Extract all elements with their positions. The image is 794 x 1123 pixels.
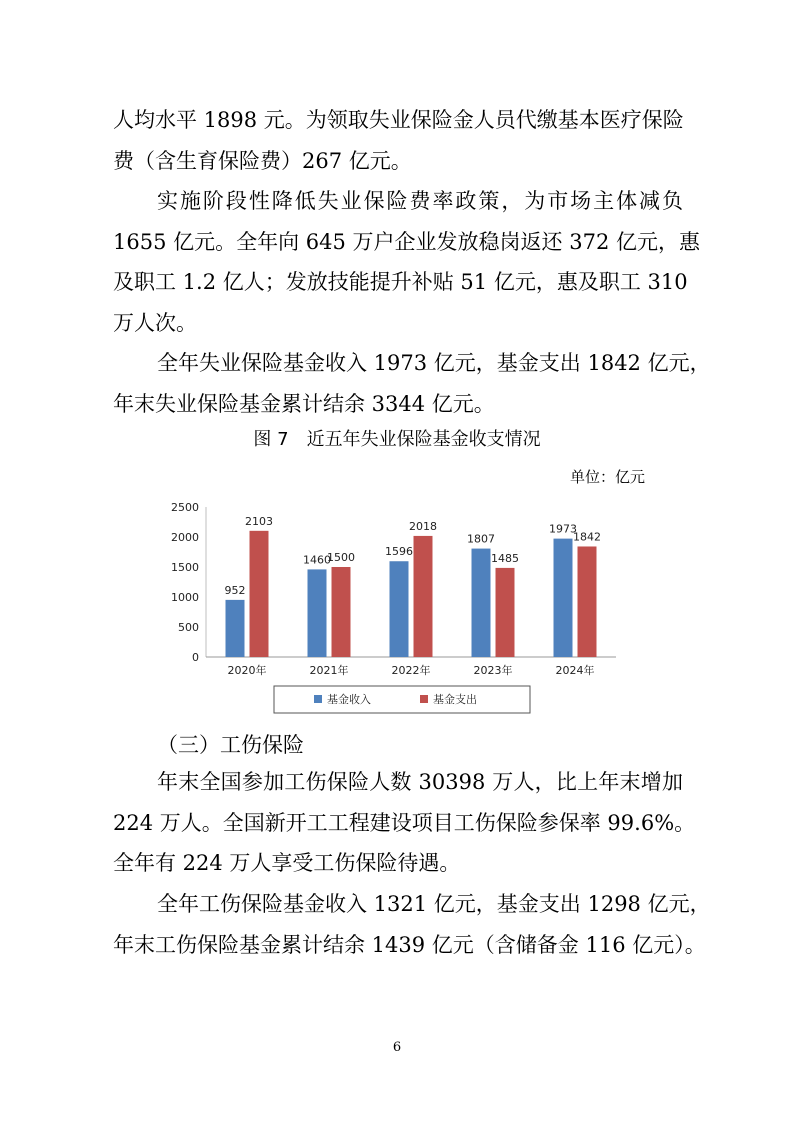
income-bar — [226, 600, 245, 657]
paragraph-injury-coverage — [113, 762, 696, 884]
income-bar — [390, 561, 409, 657]
text-line: 及职工 1.2 亿人；发放技能提升补贴 51 亿元，惠及职工 310 — [113, 270, 688, 294]
text-line: 年末工伤保险基金累计结余 1439 亿元（含储备金 116 亿元）。 — [113, 932, 706, 957]
y-tick-label: 500 — [178, 621, 199, 634]
text-line: 全年失业保险基金收入 1973 亿元，基金支出 1842 亿元， — [157, 351, 711, 375]
text-line: 全年有 224 万人享受工伤保险待遇。 — [113, 851, 461, 875]
y-tick-label: 0 — [192, 651, 199, 664]
x-tick-label: 2020年 — [227, 664, 267, 677]
text-line: 万人次。 — [113, 310, 197, 335]
unemployment-fund-bar-chart — [150, 490, 650, 720]
y-tick-label: 1500 — [171, 561, 199, 574]
income-data-label: 1596 — [385, 545, 413, 559]
expense-data-label: 1842 — [573, 530, 601, 544]
expense-bar — [332, 567, 351, 657]
expense-data-label: 1500 — [327, 551, 355, 564]
expense-bar — [578, 546, 597, 657]
income-data-label: 1807 — [467, 532, 495, 546]
expense-data-label: 2018 — [409, 519, 437, 533]
legend-swatch-expense — [420, 695, 428, 703]
x-tick-label: 2024年 — [555, 664, 595, 677]
x-tick-label: 2023年 — [473, 664, 513, 677]
expense-bar — [414, 536, 433, 657]
x-tick-label: 2021年 — [309, 664, 349, 677]
paragraph-injury-fund — [113, 884, 711, 965]
y-tick-label: 2000 — [171, 531, 199, 544]
x-tick-label: 2022年 — [391, 664, 431, 677]
paragraph-unemployment-fund — [113, 343, 711, 424]
income-bar — [472, 549, 491, 657]
y-tick-label: 1000 — [171, 591, 199, 604]
income-bar — [308, 569, 327, 657]
text-line: 年末全国参加工伤保险人数 30398 万人，比上年末增加 — [157, 770, 683, 794]
paragraph-rate-cut — [113, 181, 700, 343]
paragraph-unemployment-benefit — [113, 100, 683, 181]
chart-legend — [274, 686, 530, 713]
text-line: 实施阶段性降低失业保险费率政策，为市场主体减负 — [157, 189, 683, 213]
text-line: 人均水平 1898 元。为领取失业保险金人员代缴基本医疗保险 — [113, 108, 684, 132]
legend-label-expense: 基金支出 — [433, 693, 477, 706]
text-line: 全年工伤保险基金收入 1321 亿元，基金支出 1298 亿元， — [157, 892, 711, 916]
y-tick-label: 2500 — [171, 501, 199, 514]
income-bar — [554, 539, 573, 657]
expense-data-label: 1485 — [491, 551, 519, 565]
expense-bar — [250, 531, 269, 657]
income-data-label: 1973 — [549, 522, 577, 536]
text-line: 年末失业保险基金累计结余 3344 亿元。 — [113, 391, 495, 416]
expense-data-label: 2103 — [245, 514, 273, 528]
section-heading: （三）工伤保险 — [157, 733, 304, 757]
text-line: 1655 亿元。全年向 645 万户企业发放稳岗返还 372 亿元，惠 — [113, 229, 700, 254]
chart-unit-label: 单位：亿元 — [570, 468, 646, 486]
income-data-label: 1460 — [303, 553, 331, 567]
legend-label-income: 基金收入 — [327, 693, 371, 706]
legend-swatch-income — [314, 695, 322, 703]
text-line: 224 万人。全国新开工工程建设项目工伤保险参保率 99.6%。 — [113, 810, 696, 835]
figure-title: 图 7 近五年失业保险基金收支情况 — [253, 429, 541, 450]
page-number: 6 — [392, 1040, 402, 1055]
income-data-label: 952 — [224, 583, 246, 597]
expense-bar — [496, 568, 515, 657]
text-line: 费（含生育保险费）267 亿元。 — [113, 148, 412, 173]
